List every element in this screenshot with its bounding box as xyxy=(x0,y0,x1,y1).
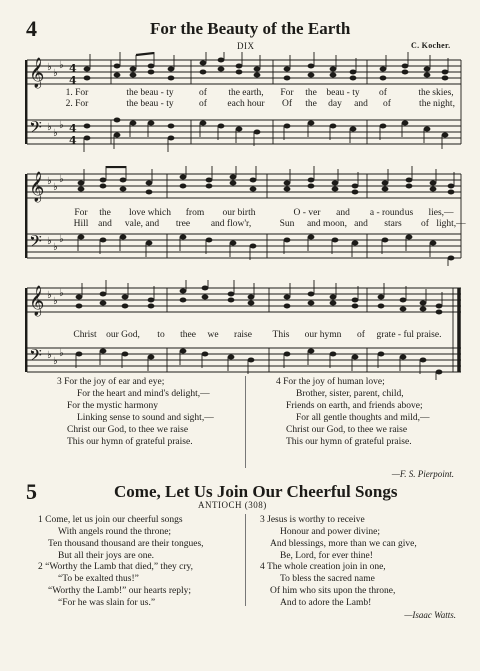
lyric-syllable: Christ xyxy=(73,330,97,340)
svg-text:♭: ♭ xyxy=(53,182,58,193)
stanza-line: 4 For the joy of human love; xyxy=(276,377,385,387)
stanza-line: And to adore the Lamb! xyxy=(280,598,372,609)
stanza-4 xyxy=(276,376,461,449)
svg-text:♭: ♭ xyxy=(47,236,52,247)
lyric-syllable: beau - ty xyxy=(326,88,360,98)
svg-text:♭: ♭ xyxy=(59,174,64,185)
svg-text:♭: ♭ xyxy=(53,242,58,253)
author-attribution: —Isaac Watts. xyxy=(404,610,456,620)
stanza-line: 4 The whole creation join in one, xyxy=(260,562,386,572)
hymn-title: For the Beauty of the Earth xyxy=(150,19,351,38)
svg-text:♭: ♭ xyxy=(59,348,64,359)
svg-text:♭: ♭ xyxy=(59,234,64,245)
lyric-syllable: and xyxy=(98,219,112,229)
lyric-syllable: from xyxy=(185,208,205,218)
stanza-line: 3 For the joy of ear and eye; xyxy=(57,377,165,387)
lyric-syllable: each hour xyxy=(227,99,265,109)
svg-text:♭: ♭ xyxy=(53,356,58,367)
stanza-line: 3 Jesus is worthy to receive xyxy=(260,515,365,525)
stanza-divider xyxy=(245,514,246,606)
stanza-line: Ten thousand thousand are their tongues, xyxy=(48,539,204,550)
svg-text:♭: ♭ xyxy=(47,62,52,73)
lyric-syllable: the earth, xyxy=(228,88,264,98)
system2-verse2-lyrics xyxy=(25,219,466,231)
lyric-syllable: the xyxy=(305,99,317,109)
lyric-syllable: thee xyxy=(180,330,196,340)
stanza-3 xyxy=(57,376,242,449)
lyric-syllable: the beau - ty xyxy=(126,99,174,109)
lyric-syllable: light,— xyxy=(436,219,466,229)
svg-text:♭: ♭ xyxy=(53,128,58,139)
svg-text:𝄢: 𝄢 xyxy=(29,117,42,141)
lyric-syllable: and xyxy=(354,99,368,109)
lyric-syllable: the xyxy=(99,208,111,218)
lyric-syllable: day xyxy=(328,99,342,109)
lyric-syllable: the xyxy=(305,88,317,98)
lyric-syllable: Of xyxy=(281,99,293,109)
svg-text:♭: ♭ xyxy=(53,296,58,307)
lyric-syllable: This xyxy=(272,330,290,340)
svg-text:♭: ♭ xyxy=(47,176,52,187)
stanza-line: Of him who sits upon the throne, xyxy=(270,586,396,597)
svg-text:♭: ♭ xyxy=(47,290,52,301)
stanza-line: Honour and power divine; xyxy=(280,527,380,538)
stanza-line: Christ our God, to thee we raise xyxy=(67,425,189,436)
stanza-line: With angels round the throne; xyxy=(58,527,172,538)
stanza-line: “To be exalted thus!” xyxy=(58,574,139,585)
svg-text:𝄢: 𝄢 xyxy=(29,345,42,369)
stanza-line: For the mystic harmony xyxy=(67,401,159,412)
hymn-title: Come, Let Us Join Our Cheerful Songs xyxy=(114,482,398,501)
svg-text:♭: ♭ xyxy=(59,60,64,71)
lyric-syllable: grate - ful praise. xyxy=(376,330,442,340)
lyric-syllable: and flow'r, xyxy=(210,219,252,229)
lyric-syllable: 2. For xyxy=(65,99,89,109)
stanza-3 xyxy=(260,514,460,562)
hymn-number: 5 xyxy=(26,479,37,504)
lyric-syllable: and xyxy=(336,208,350,218)
lyric-syllable: love which xyxy=(129,208,171,218)
stanza-line: 2 “Worthy the Lamb that died,” they cry, xyxy=(38,562,194,572)
lyric-syllable: Hill xyxy=(73,219,89,229)
stanza-line: To bless the sacred name xyxy=(280,574,375,585)
svg-text:4: 4 xyxy=(69,134,77,147)
svg-text:4: 4 xyxy=(69,62,77,75)
lyric-syllable: of xyxy=(379,88,387,98)
lyric-syllable: of xyxy=(421,219,429,229)
hymn-number: 4 xyxy=(26,16,37,41)
stanza-line: Be, Lord, for ever thine! xyxy=(280,551,373,562)
lyric-syllable: the night, xyxy=(419,99,455,109)
svg-text:𝄞: 𝄞 xyxy=(29,172,45,202)
lyric-syllable: vale, and xyxy=(124,219,160,229)
stanza-line: This our hymn of grateful praise. xyxy=(67,437,193,448)
svg-text:♭: ♭ xyxy=(59,120,64,131)
lyric-syllable: us xyxy=(404,208,414,218)
lyric-syllable: our God, xyxy=(106,330,140,340)
stanza-2 xyxy=(38,561,243,609)
stanza-line: Friends on earth, and friends above; xyxy=(286,401,423,412)
stanza-line: Brother, sister, parent, child, xyxy=(296,389,404,400)
lyric-syllable: we xyxy=(207,330,219,340)
svg-text:4: 4 xyxy=(69,122,77,135)
lyric-syllable: of xyxy=(199,88,207,98)
lyric-syllable: lies,— xyxy=(428,208,454,218)
lyric-syllable: our birth xyxy=(222,208,256,218)
lyric-syllable: stars xyxy=(384,219,402,229)
stanza-line: Linking sense to sound and sight,— xyxy=(77,413,214,424)
stanza-line: This our hymn of grateful praise. xyxy=(286,437,412,448)
lyric-syllable: the beau - ty xyxy=(126,88,174,98)
lyric-syllable: our hymn xyxy=(304,330,342,340)
stanza-divider xyxy=(245,376,246,468)
stanza-line: For all gentle thoughts and mild,— xyxy=(296,413,430,424)
svg-text:♭: ♭ xyxy=(59,288,64,299)
lyric-syllable: tree xyxy=(175,219,191,229)
lyric-syllable: 1. For xyxy=(65,88,89,98)
tune-name: ANTIOCH (308) xyxy=(198,500,267,510)
stanza-4 xyxy=(260,561,460,609)
lyric-syllable: the skies, xyxy=(418,88,454,98)
lyric-syllable: O - ver xyxy=(293,208,321,218)
lyric-syllable: raise xyxy=(234,330,252,340)
stanza-line: “For he was slain for us.” xyxy=(58,598,156,609)
tune-name: DIX xyxy=(237,41,255,51)
lyric-syllable: of xyxy=(357,330,365,340)
lyric-syllable: and moon, xyxy=(306,219,348,229)
svg-text:4: 4 xyxy=(69,74,77,87)
lyric-syllable: of xyxy=(383,99,391,109)
lyric-syllable: a - round xyxy=(369,208,405,218)
svg-text:♭: ♭ xyxy=(53,68,58,79)
stanza-line: Christ our God, to thee we raise xyxy=(286,425,408,436)
lyric-syllable: to xyxy=(157,330,165,340)
stanza-line: 1 Come, let us join our cheerful songs xyxy=(38,515,183,525)
svg-text:𝄢: 𝄢 xyxy=(29,231,42,255)
svg-text:♭: ♭ xyxy=(47,350,52,361)
svg-text:𝄞: 𝄞 xyxy=(29,58,45,88)
system1-verse2-lyrics xyxy=(25,99,463,111)
composer-name: C. Kocher. xyxy=(411,41,451,50)
author-attribution: —F. S. Pierpoint. xyxy=(391,469,454,479)
lyric-syllable: and xyxy=(354,219,368,229)
lyric-syllable: Sun xyxy=(279,219,295,229)
stanza-line: But all their joys are one. xyxy=(58,551,155,562)
stanza-line: “Worthy the Lamb!” our hearts reply; xyxy=(48,586,192,597)
lyric-syllable: For xyxy=(74,208,88,218)
stanza-1 xyxy=(38,514,238,562)
lyric-syllable: For xyxy=(280,88,294,98)
svg-text:𝄞: 𝄞 xyxy=(29,286,45,316)
stanza-line: And blessings, more than we can give, xyxy=(270,539,417,550)
svg-text:♭: ♭ xyxy=(47,122,52,133)
lyric-syllable: of xyxy=(199,99,207,109)
system3-refrain-lyrics xyxy=(25,330,463,342)
stanza-line: For the heart and mind's delight,— xyxy=(77,389,210,400)
